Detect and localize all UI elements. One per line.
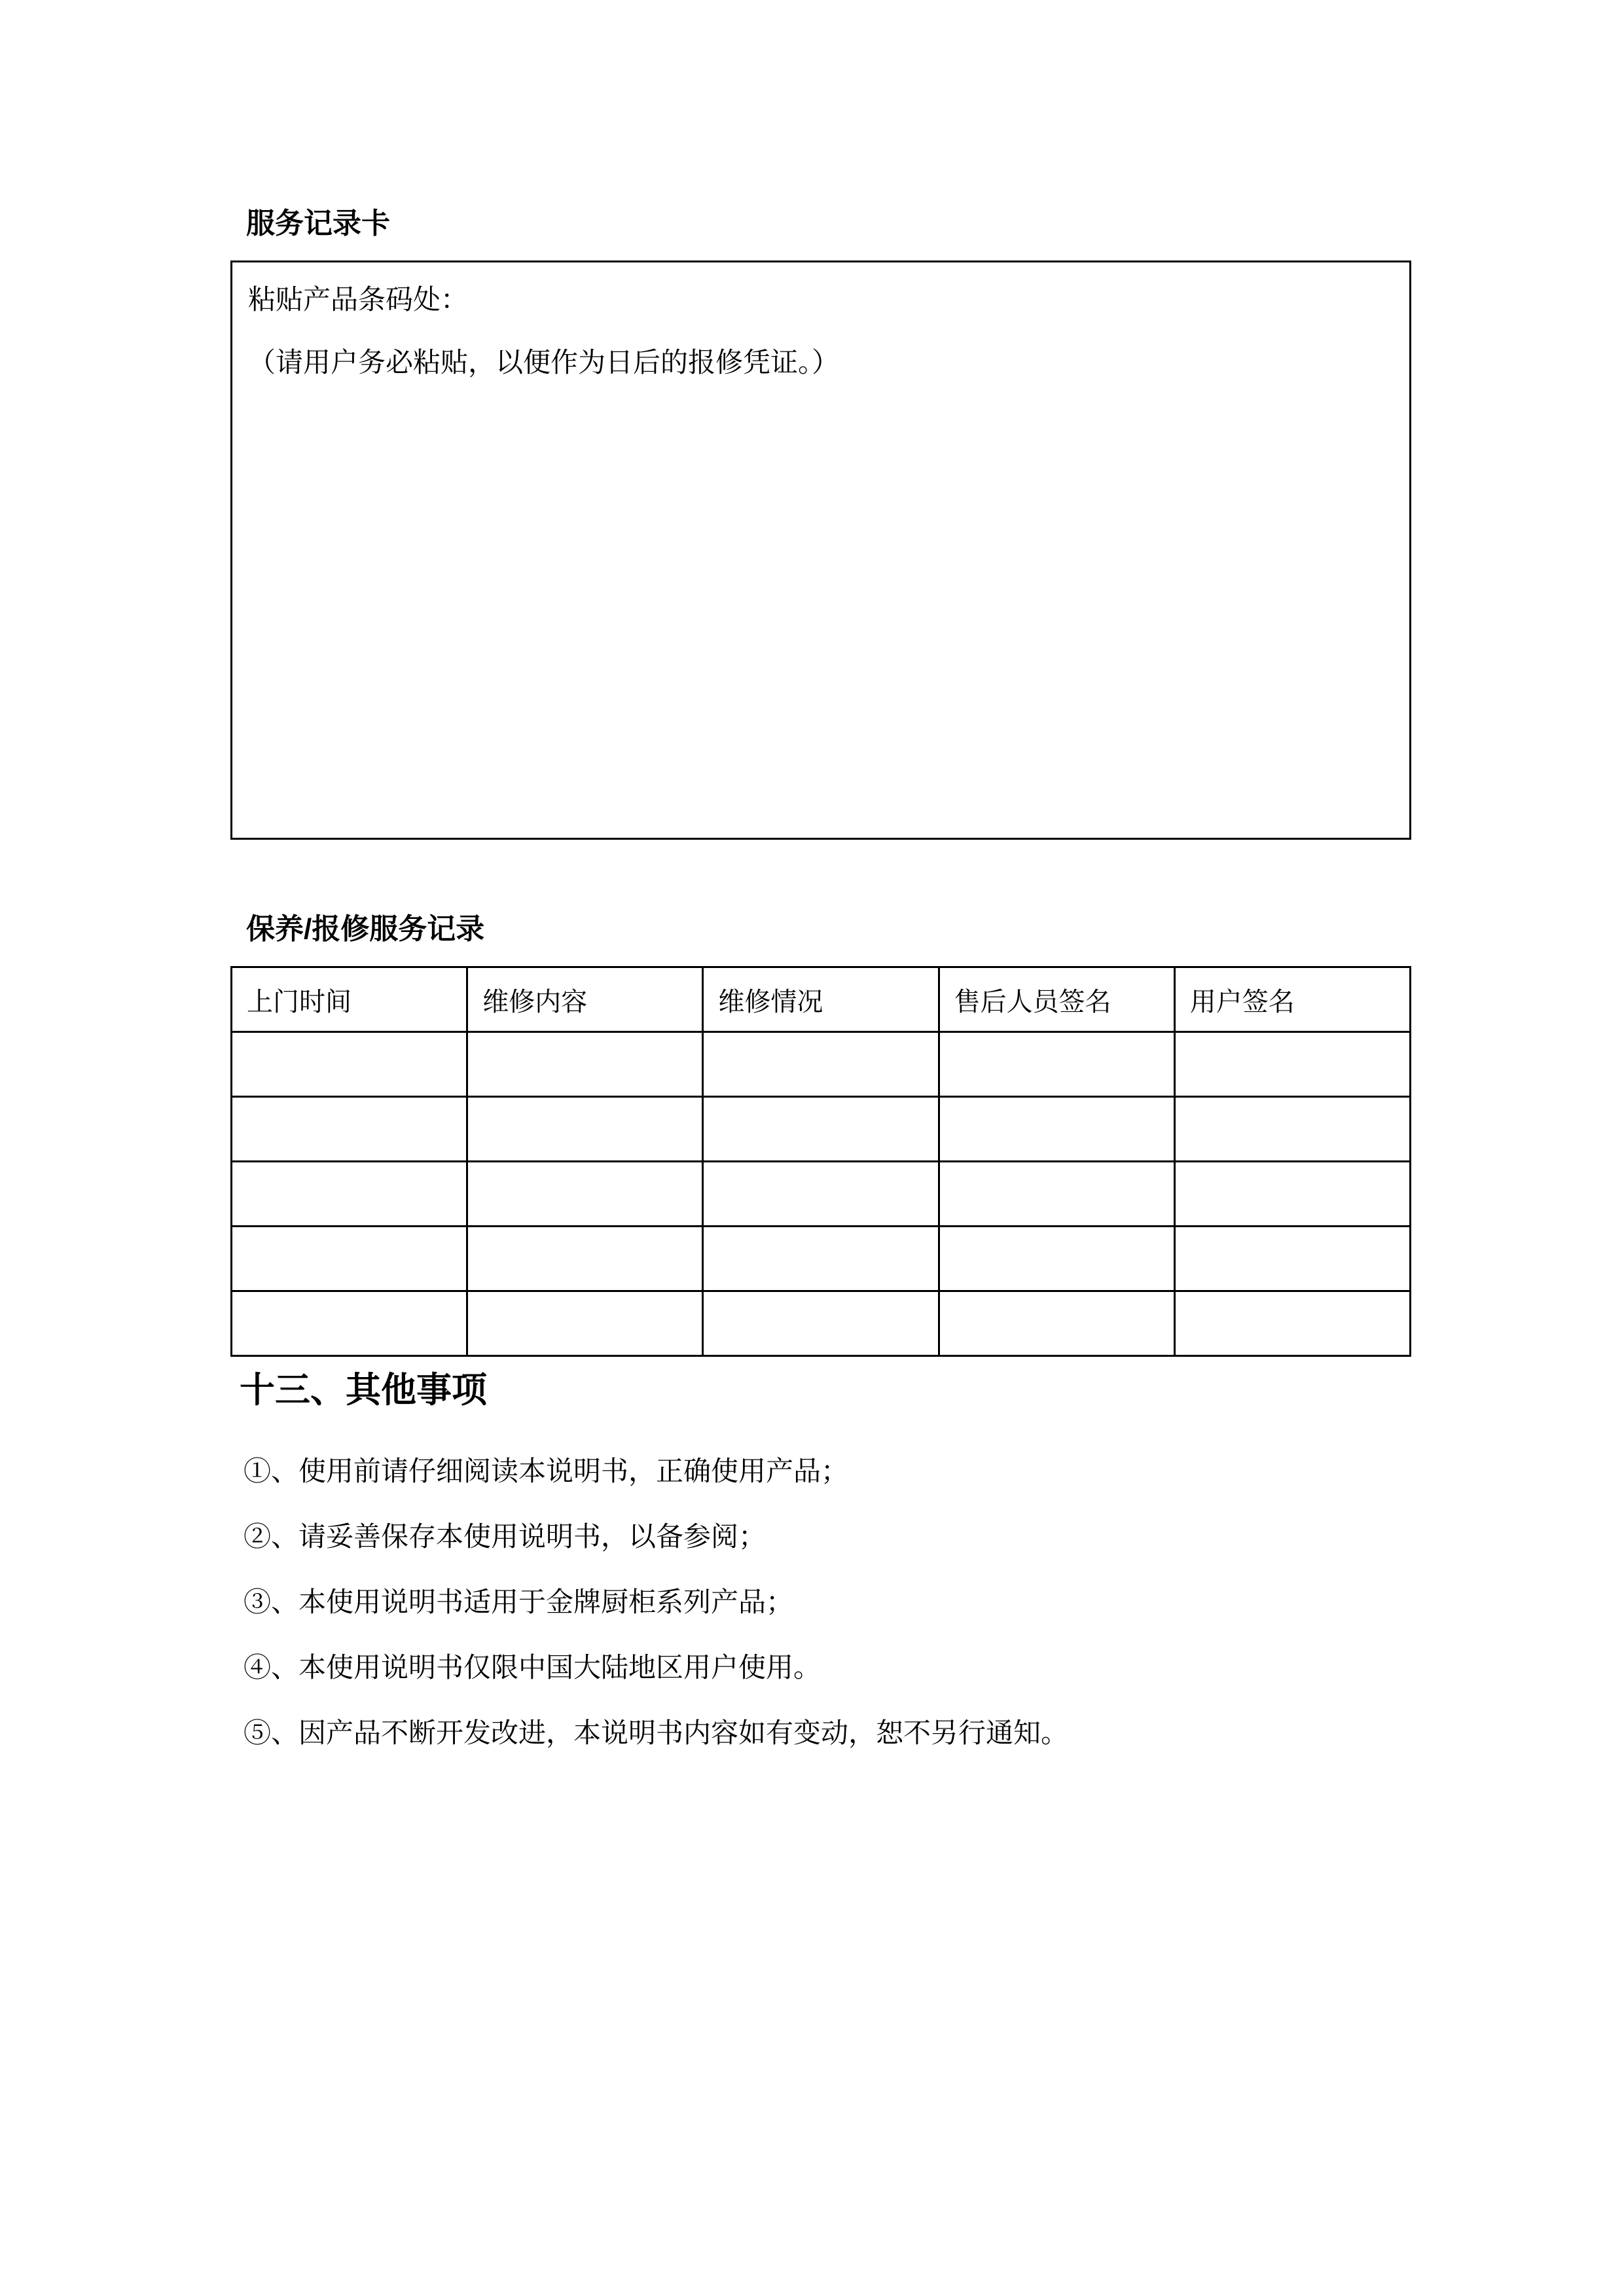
barcode-box-label: 粘贴产品条码处： [248, 284, 469, 315]
barcode-sticker-box [230, 260, 1411, 840]
table-cell [232, 1227, 467, 1291]
table-cell [939, 1032, 1174, 1097]
table-cell [939, 1291, 1174, 1356]
other-matters-item-2: ②、请妥善保存本使用说明书，以备参阅； [244, 1521, 767, 1552]
table-cell [232, 1032, 467, 1097]
other-matters-list [244, 1456, 1068, 1783]
other-matters-item-4: ④、本使用说明书仅限中国大陆地区用户使用。 [244, 1652, 821, 1683]
table-cell [232, 1291, 467, 1356]
table-cell [467, 1032, 703, 1097]
service-table-body [232, 1032, 1411, 1356]
table-cell [703, 1291, 939, 1356]
table-cell [467, 1097, 703, 1162]
column-header-visit-time: 上门时间 [232, 967, 467, 1032]
column-header-staff-signature: 售后人员签名 [939, 967, 1174, 1032]
table-cell [703, 1097, 939, 1162]
maintenance-record-title: 保养/报修服务记录 [246, 913, 485, 945]
maintenance-record-table [230, 966, 1411, 1357]
table-cell [1174, 1162, 1410, 1227]
table-cell [1174, 1032, 1410, 1097]
barcode-box-note: （请用户务必粘贴，以便作为日后的报修凭证。） [248, 347, 840, 378]
column-header-repair-status: 维修情况 [703, 967, 939, 1032]
table-cell [1174, 1097, 1410, 1162]
table-cell [1174, 1227, 1410, 1291]
table-row [232, 1097, 1411, 1162]
table-row [232, 1032, 1411, 1097]
service-card-title: 服务记录卡 [246, 207, 390, 240]
other-matters-title: 十三、其他事项 [240, 1371, 487, 1410]
table-cell [467, 1227, 703, 1291]
table-cell [939, 1162, 1174, 1227]
table-cell [232, 1162, 467, 1227]
table-cell [467, 1162, 703, 1227]
column-header-user-signature: 用户签名 [1174, 967, 1410, 1032]
table-header-row [232, 967, 1411, 1032]
table-cell [703, 1162, 939, 1227]
column-header-repair-content: 维修内容 [467, 967, 703, 1032]
table-cell [703, 1032, 939, 1097]
other-matters-item-5: ⑤、因产品不断开发改进，本说明书内容如有变动，恕不另行通知。 [244, 1717, 1069, 1748]
table-row [232, 1291, 1411, 1356]
table-cell [467, 1291, 703, 1356]
other-matters-item-3: ③、本使用说明书适用于金牌厨柜系列产品； [244, 1587, 794, 1617]
table-row [232, 1227, 1411, 1291]
table-cell [939, 1097, 1174, 1162]
table-cell [1174, 1291, 1410, 1356]
table-row [232, 1162, 1411, 1227]
table-cell [232, 1097, 467, 1162]
table-cell [703, 1227, 939, 1291]
other-matters-item-1: ①、使用前请仔细阅读本说明书，正确使用产品； [244, 1456, 849, 1486]
table-cell [939, 1227, 1174, 1291]
